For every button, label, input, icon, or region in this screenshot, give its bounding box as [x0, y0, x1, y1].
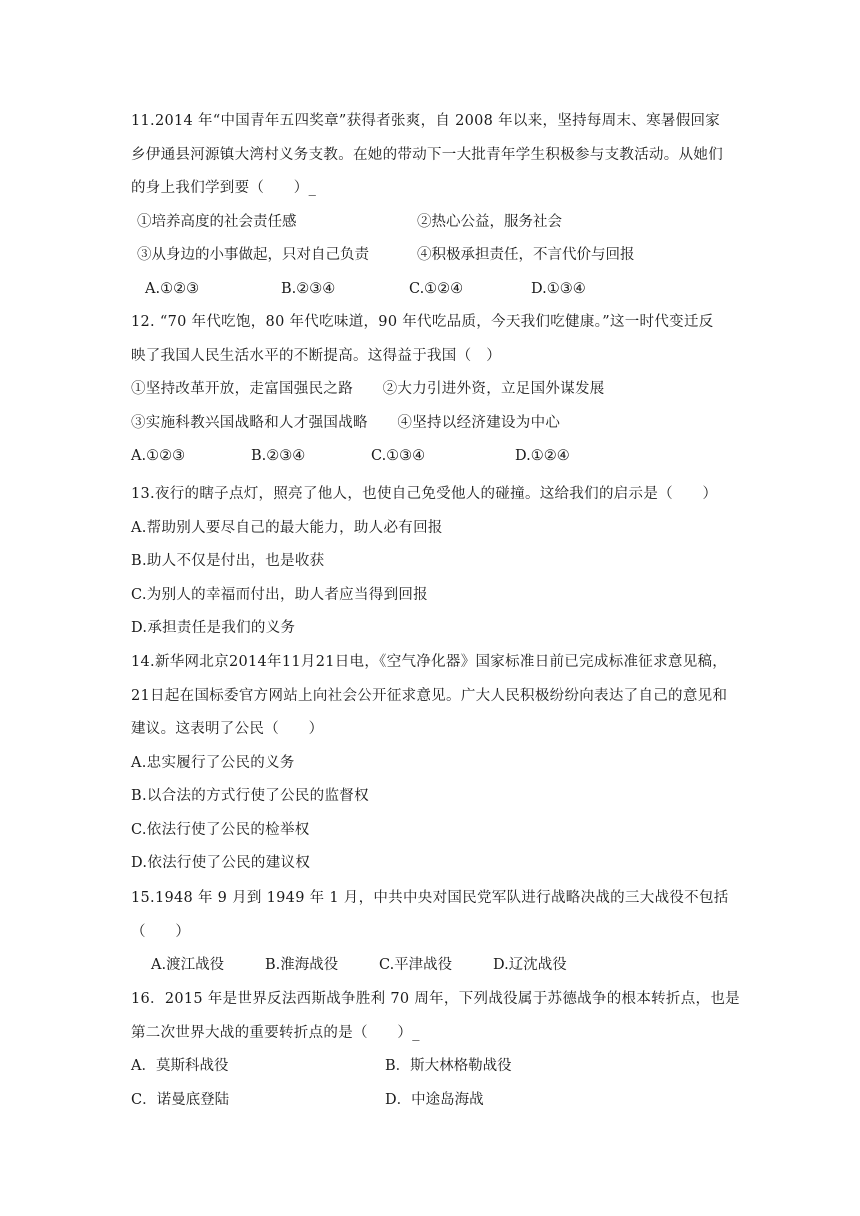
option-b: B.②③④	[251, 448, 306, 464]
option-d: D.承担责任是我们的义务	[131, 620, 296, 636]
question-stem-line: 建议。这表明了公民（ ）	[131, 721, 324, 737]
question-stem-line: 15.1948 年 9 月到 1949 年 1 月，中共中央对国民党军队进行战略决战的三大战役不包括	[131, 890, 729, 906]
statement-line: ①坚持改革开放，走富国强民之路 ②大力引进外资，立足国外谋发展	[131, 381, 605, 397]
question-15	[131, 882, 731, 983]
option-a: A.忠实履行了公民的义务	[131, 754, 295, 771]
question-stem-line: 第二次世界大战的重要转折点的是（ ）_	[131, 1024, 420, 1041]
statement: ①培养高度的社会责任感	[137, 213, 297, 230]
question-12	[131, 306, 731, 474]
option-c: C.平津战役	[379, 957, 453, 973]
question-stem-line: 21日起在国标委官方网站上向社会公开征求意见。广大人民积极纷纷向表达了自己的意见和	[131, 687, 728, 704]
question-11	[131, 105, 731, 306]
question-stem-line: 14.新华网北京2014年11月21日电，《空气净化器》国家标准日前已完成标准征求意见稿，	[131, 654, 728, 670]
option-d: D．中途岛海战	[385, 1091, 484, 1108]
options-row	[131, 1050, 731, 1084]
question-stem-line: 13.夜行的瞎子点灯，照亮了他人，也使自己免受他人的碰撞。这给我们的启示是（ ）	[131, 486, 718, 502]
option-b: B．斯大林格勒战役	[385, 1058, 512, 1074]
question-13	[131, 478, 731, 646]
statement: ③从身边的小事做起，只对自己负责	[137, 247, 369, 263]
statement-row	[131, 206, 731, 240]
statement-line: ③实施科教兴国战略和人才强国战略 ④坚持以经济建设为中心	[131, 414, 561, 431]
option-c: C.①②④	[409, 280, 464, 297]
option-a: A.帮助别人要尽自己的最大能力，助人必有回报	[131, 519, 443, 536]
question-stem-line: 的身上我们学到要（ ）_	[131, 180, 317, 196]
option-c: C．诺曼底登陆	[131, 1091, 230, 1108]
option-b: B.以合法的方式行使了公民的监督权	[131, 788, 369, 804]
statement: ②热心公益，服务社会	[417, 213, 562, 230]
option-a: A.①②③	[145, 280, 200, 297]
option-c: C.为别人的幸福而付出，助人者应当得到回报	[131, 586, 428, 603]
question-stem-line: 11.2014 年“中国青年五四奖章”获得者张爽，自 2008 年以来，坚持每周末、寒暑假回家	[131, 113, 721, 129]
options-row	[131, 949, 731, 983]
question-stem-line: 12. “70 年代吃饱，80 年代吃味道，90 年代吃品质，今天我们吃健康。”这一时代变迁反	[131, 314, 714, 330]
option-d: D.依法行使了公民的建议权	[131, 855, 311, 871]
question-stem-line: 映了我国人民生活水平的不断提高。这得益于我国（ ）	[131, 347, 501, 364]
question-16	[131, 983, 740, 1117]
question-stem-line: （ ）	[131, 923, 191, 940]
option-c: C.①③④	[371, 448, 426, 464]
option-c: C.依法行使了公民的检举权	[131, 821, 310, 838]
option-a: A.渡江战役	[151, 957, 225, 973]
option-d: D.①②④	[515, 448, 570, 464]
question-stem-line: 乡伊通县河源镇大湾村义务支教。在她的带动下一大批青年学生积极参与支教活动。从她们	[131, 146, 723, 163]
option-d: D.①③④	[531, 280, 586, 297]
statement: ④积极承担责任，不言代价与回报	[417, 247, 635, 263]
option-b: B.助人不仅是付出，也是收获	[131, 553, 325, 569]
option-d: D.辽沈战役	[493, 957, 567, 973]
option-a: A.①②③	[131, 448, 186, 464]
options-row	[131, 273, 731, 307]
options-row	[131, 1084, 731, 1118]
option-b: B.淮海战役	[265, 957, 339, 973]
option-a: A．莫斯科战役	[131, 1058, 229, 1074]
question-14	[131, 646, 731, 881]
question-stem-line: 16．2015 年是世界反法西斯战争胜利 70 周年，下列战役属于苏德战争的根本转折点，也是	[131, 991, 740, 1007]
option-b: B.②③④	[281, 280, 336, 297]
options-row	[131, 440, 731, 474]
statement-row	[131, 239, 731, 273]
